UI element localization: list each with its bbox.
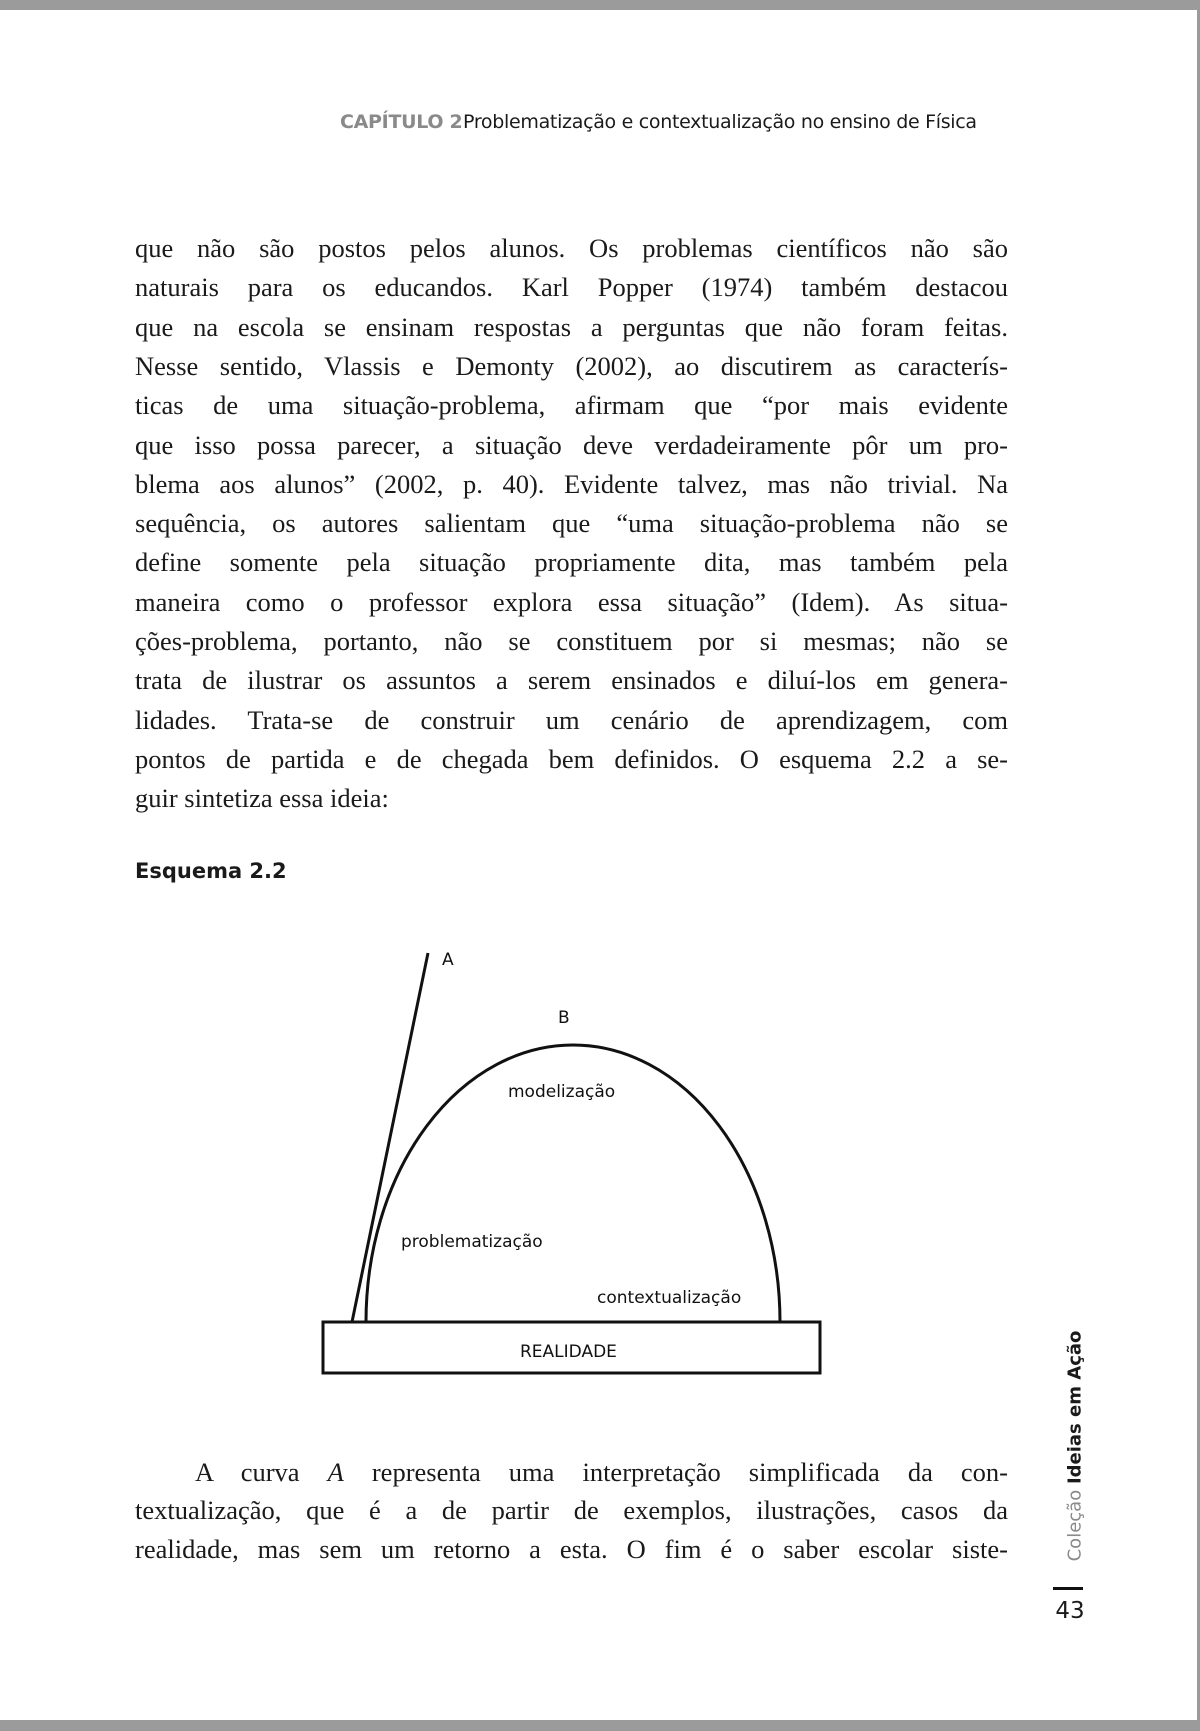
body-line: que na escola se ensinam respostas a perguntas que não foram feitas. — [135, 311, 1008, 342]
running-header-chapter: CAPÍTULO 2 — [340, 111, 463, 133]
running-header-title: Problematização e contextualização no ensino de Física — [463, 111, 977, 133]
body-line: lidades. Trata-se de construir um cenário de aprendizagem, com — [135, 704, 1008, 735]
curve-a-line — [352, 953, 428, 1322]
text-span: A curva — [195, 1457, 328, 1487]
body-line: define somente pela situação propriamente dita, mas também pela — [135, 547, 1008, 578]
page-number-rule — [1053, 1587, 1083, 1590]
collection-prefix: Coleção — [1064, 1489, 1086, 1562]
label-problematizacao: problematização — [401, 1232, 543, 1252]
body-line: blema aos alunos” (2002, p. 40). Evidente talvez, mas não trivial. Na — [135, 468, 1008, 499]
text-span: representa uma interpretação simplificada da con- — [343, 1457, 1008, 1487]
body-line: ções-problema, portanto, não se constituem por si mesmas; não se — [135, 626, 1008, 656]
label-a: A — [442, 950, 454, 970]
body-line — [195, 1452, 1008, 1492]
body-line: pontos de partida e de chegada bem definidos. O esquema 2.2 a se- — [135, 743, 1008, 774]
italic-curve-a: A — [327, 1457, 344, 1487]
body-line: textualização, que é a de partir de exemplos, ilustrações, casos da — [135, 1495, 1008, 1525]
body-line: realidade, mas sem um retorno a esta. O fim é o saber escolar siste- — [135, 1534, 1008, 1564]
body-line: naturais para os educandos. Karl Popper (1974) também destacou — [135, 272, 1008, 303]
label-contextualizacao: contextualização — [597, 1288, 742, 1308]
label-b: B — [558, 1008, 570, 1028]
body-line: que não são postos pelos alunos. Os problemas científicos não são — [135, 233, 1008, 263]
body-line: Nesse sentido, Vlassis e Demonty (2002), ao discutirem as caracterís- — [135, 350, 1008, 381]
figure-caption: Esquema 2.2 — [135, 859, 287, 883]
body-line: ticas de uma situação-problema, afirmam que “por mais evidente — [135, 390, 1008, 421]
body-line: maneira como o professor explora essa situação” (Idem). As situa- — [135, 586, 1008, 617]
body-line: sequência, os autores salientam que “uma situação-problema não se — [135, 508, 1008, 539]
page-number: 43 — [1055, 1598, 1085, 1624]
label-modelizacao: modelização — [508, 1082, 616, 1102]
collection-title: Ideias em Ação — [1064, 1330, 1086, 1485]
body-line: que isso possa parecer, a situação deve verdadeiramente pôr um pro- — [135, 429, 1008, 460]
body-line: trata de ilustrar os assuntos a serem ensinados e diluí-los em genera- — [135, 665, 1008, 696]
body-line: guir sintetiza essa ideia: — [135, 783, 389, 814]
label-realidade: REALIDADE — [520, 1342, 617, 1362]
